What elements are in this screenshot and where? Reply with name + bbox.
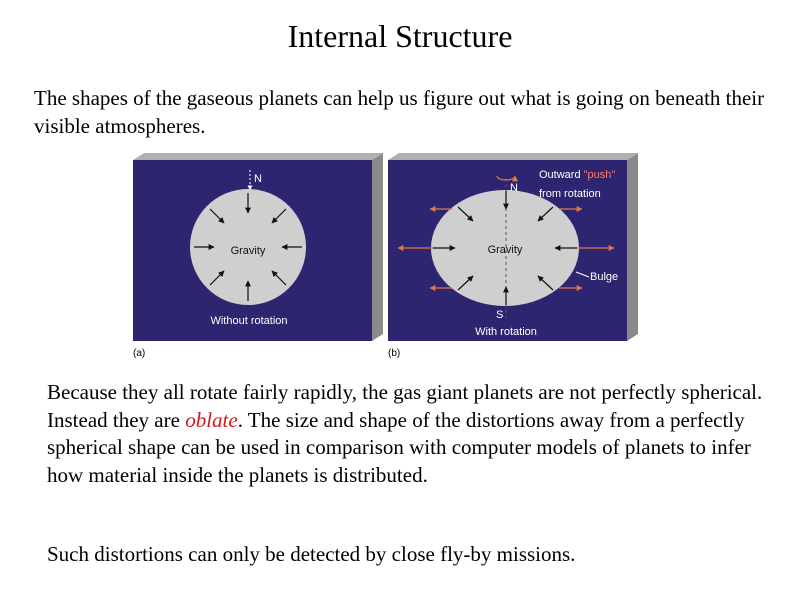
panel-b-edge <box>627 153 638 341</box>
oblate-paragraph-start: Because they all rotate fairly rapidly, the gas giant planets are not perfectly spherical. Instead they are <box>47 380 763 432</box>
oblate-paragraph <box>47 379 777 489</box>
with-rotation-label: With rotation <box>475 326 537 338</box>
flyby-paragraph: Such distortions can only be detected by close fly-by missions. <box>47 542 576 566</box>
push-highlight: "push" <box>583 169 616 181</box>
panel-b-caption: (b) <box>388 348 401 359</box>
north-label-b: N <box>510 182 518 194</box>
bulge-label: Bulge <box>590 271 619 283</box>
south-label: S <box>496 309 504 321</box>
oblate-term: oblate <box>185 407 238 432</box>
outward-push-label <box>539 169 615 181</box>
panel-a-top <box>133 153 383 160</box>
panel-a <box>133 153 383 359</box>
outward-push-prefix: Outward <box>539 169 584 181</box>
panel-a-edge <box>372 153 383 341</box>
panel-b <box>388 153 638 359</box>
panel-a-caption: (a) <box>133 348 146 359</box>
slide-title: Internal Structure <box>287 18 513 54</box>
gravity-label-b: Gravity <box>487 244 523 256</box>
gravity-label: Gravity <box>230 245 266 257</box>
from-rotation-label: from rotation <box>539 188 601 200</box>
intro-text: The shapes of the gaseous planets can help us figure out what is going on beneath their visible atmospheres. <box>34 86 765 138</box>
oblate-paragraph-end: . The size and shape of the distortions away from a perfectly spherical shape can be used in comparison with computer models of planets to infer how material inside the planets is distributed. <box>47 407 751 487</box>
north-label: N <box>254 173 262 185</box>
without-rotation-label: Without rotation <box>210 315 288 327</box>
panel-b-top <box>388 153 638 160</box>
